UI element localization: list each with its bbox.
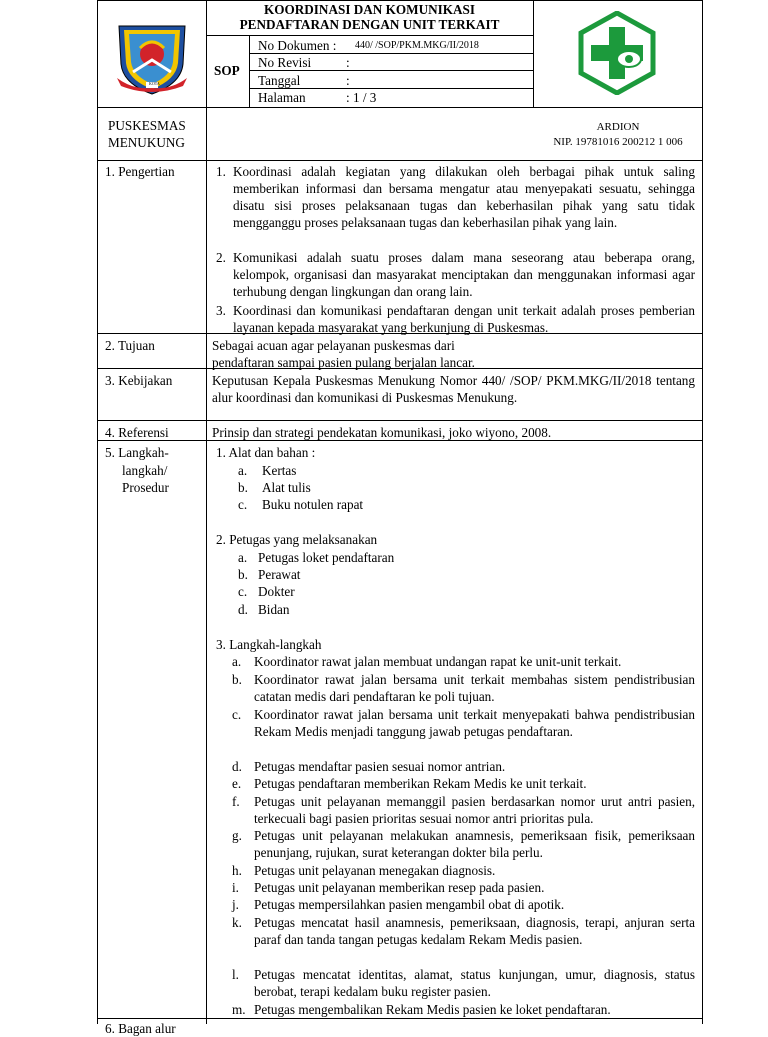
langkah-item-c: Koordinator rawat jalan bersama unit terkait menyepakati bahwa pendistribusian Rekam Medis menjadi tanggung jawab petugas pendaftaran. [254,707,695,739]
petugas-num-c: c. [238,584,248,599]
langkah-num-g: g. [232,828,242,843]
pengertian-text-1: Koordinasi adalah kegiatan yang dilakukan oleh berbagai pihak untuk saling memberikan informasi dan bersama mengatur atau menyepakati sesuatu, sehingga disatu sisi proses pelaksanaan tugas dan keberhasilan pihak yang satu tidak mengganggu proses pelaksanaan tugas dan keberhasilan pihak yang lain. [233,164,695,230]
signer-name: ARDION [596,121,640,133]
field-tanggal-label: Tanggal [258,73,301,88]
sop-divider [249,35,250,107]
alat-item-c: Buku notulen rapat [262,497,364,512]
langkah-item-l: Petugas mencatat identitas, alamat, status kunjungan, umur, diagnosis, status berobat, terapi kedalam buku register pasien. [254,967,695,999]
langkah-item-d: Petugas mendaftar pasien sesuai nomor antrian. [254,759,506,774]
langkah-title: 3. Langkah-langkah [216,637,322,652]
col-divider-1 [206,0,207,333]
petugas-num-a: a. [238,550,248,565]
puskesmas-logo [575,11,659,95]
section-label-referensi: 4. Referensi [105,425,169,440]
field-no-revisi-label: No Revisi [258,55,312,70]
pengertian-text-3: Koordinasi dan komunikasi pendaftaran dengan unit terkait adalah proses pemberian layanan kepada masyarakat yang berkunjung di Puskesmas. [233,303,695,335]
border-right [702,0,703,1024]
pengertian-text-2: Komunikasi adalah suatu proses dalam mana seseorang atau beberapa orang, kelompok, organisasi dan masyarakat menciptakan dan menggunakan informasi agar terhubung dengan lingkungan dan orang lain. [233,250,695,299]
pengertian-num-1: 1. [216,164,226,179]
langkah-item-f: Petugas unit pelayanan memanggil pasien berdasarkan nomor urut antri pasien, terkecuali bagi pasien prioritas sesuai nomor antri prioritas pula. [254,794,695,826]
langkah-item-m: Petugas mengembalikan Rekam Medis pasien ke loket pendaftaran. [254,1002,611,1017]
langkah-item-k: Petugas mencatat hasil anamnesis, pemeriksaan, diagnosis, terapi, anjuran serta paraf dan tanda tangan petugas kedalam Rekam Medis pasien. [254,915,695,947]
section-label-prosedur-2: langkah/ [122,463,168,478]
petugas-item-c: Dokter [258,584,295,599]
header-bottom [97,107,703,108]
section-label-tujuan: 2. Tujuan [105,338,155,353]
section-label-pengertian: 1. Pengertian [105,164,175,179]
alat-title: 1. Alat dan bahan : [216,445,316,460]
signer-nip: NIP. 19781016 200212 1 006 [553,136,683,148]
border-left [97,0,98,1024]
langkah-num-e: e. [232,776,242,791]
title-divider [206,35,533,36]
kebijakan-text: Keputusan Kepala Puskesmas Menukung Nomor 440/ /SOP/ PKM.MKG/II/2018 tentang alur koordinasi dan komunikasi di Puskesmas Menukung. [212,373,695,405]
langkah-item-a: Koordinator rawat jalan membuat undangan rapat ke unit-unit terkait. [254,654,622,669]
section-label-kebijakan: 3. Kebijakan [105,373,173,388]
langkah-num-b: b. [232,672,242,687]
org-row-bottom [97,160,703,161]
langkah-num-f: f. [232,794,240,809]
pengertian-num-3: 3. [216,303,226,318]
petugas-title: 2. Petugas yang melaksanakan [216,532,378,547]
alat-item-b: Alat tulis [262,480,311,495]
org-name-line1: PUSKESMAS [108,118,186,133]
langkah-num-c: c. [232,707,242,722]
langkah-item-b: Koordinator rawat jalan bersama unit terkait membahas sistem pendistribusian catatan medis dari pendaftaran ke poli tujuan. [254,672,695,704]
tujuan-text: Sebagai acuan agar pelayanan puskesmas dari pendaftaran sampai pasien pulang berjalan lancar. [212,338,475,370]
field-tanggal-value: : [346,73,350,88]
field-divider-2 [249,70,533,71]
alat-num-c: c. [238,497,248,512]
field-divider-3 [249,88,533,89]
langkah-item-j: Petugas mempersilahkan pasien mengambil obat di apotik. [254,897,565,912]
document-title-line1: KOORDINASI DAN KOMUNIKASI [263,2,476,17]
field-divider-1 [249,53,533,54]
langkah-num-d: d. [232,759,242,774]
langkah-num-a: a. [232,654,242,669]
langkah-item-g: Petugas unit pelayanan melakukan anamnesis, pemeriksaan fisik, pemeriksaan penunjang, rujukan, surat keterangan dokter bila perlu. [254,828,695,860]
langkah-num-h: h. [232,863,242,878]
sop-label: SOP [214,63,240,78]
row-line-bagan [97,1018,703,1019]
section-label-prosedur-1: 5. Langkah- [105,445,169,460]
alat-num-b: b. [238,480,248,495]
langkah-num-i: i. [232,880,239,895]
petugas-num-d: d. [238,602,248,617]
langkah-item-h: Petugas unit pelayanan menegakan diagnosis. [254,863,496,878]
petugas-num-b: b. [238,567,248,582]
petugas-item-a: Petugas loket pendaftaran [258,550,395,565]
petugas-item-b: Perawat [258,567,301,582]
langkah-item-e: Petugas pendaftaran memberikan Rekam Medis ke unit terkait. [254,776,587,791]
row-line-referensi [97,420,703,421]
field-halaman-value: : 1 / 3 [346,90,377,105]
langkah-num-m: m. [232,1002,246,1017]
alat-item-a: Kertas [262,463,297,478]
petugas-item-d: Bidan [258,602,290,617]
label-col-divider [206,333,207,1024]
section-label-bagan-alur: 6. Bagan alur [105,1021,176,1036]
document-title-line2: PENDAFTARAN DENGAN UNIT TERKAIT [239,17,500,32]
sop-document [97,0,703,1036]
section-label-prosedur-3: Prosedur [122,480,169,495]
langkah-item-i: Petugas unit pelayanan memberikan resep pada pasien. [254,880,545,895]
langkah-num-k: k. [232,915,242,930]
pengertian-num-2: 2. [216,250,226,265]
langkah-num-j: j. [232,897,239,912]
langkah-num-l: l. [232,967,239,982]
referensi-text: Prinsip dan strategi pendekatan komunikasi, joko wiyono, 2008. [212,425,552,440]
field-no-dokumen-value: 440/ /SOP/PKM.MKG/II/2018 [355,40,479,51]
field-no-revisi-value: : [346,55,350,70]
emblem-caption: KOTA [149,81,160,86]
alat-num-a: a. [238,463,248,478]
col-divider-2 [533,0,534,107]
field-no-dokumen-label: No Dokumen : [258,38,337,53]
org-name-line2: MENUKUNG [108,135,185,150]
field-halaman-label: Halaman [258,90,306,105]
border-top [97,0,703,1]
